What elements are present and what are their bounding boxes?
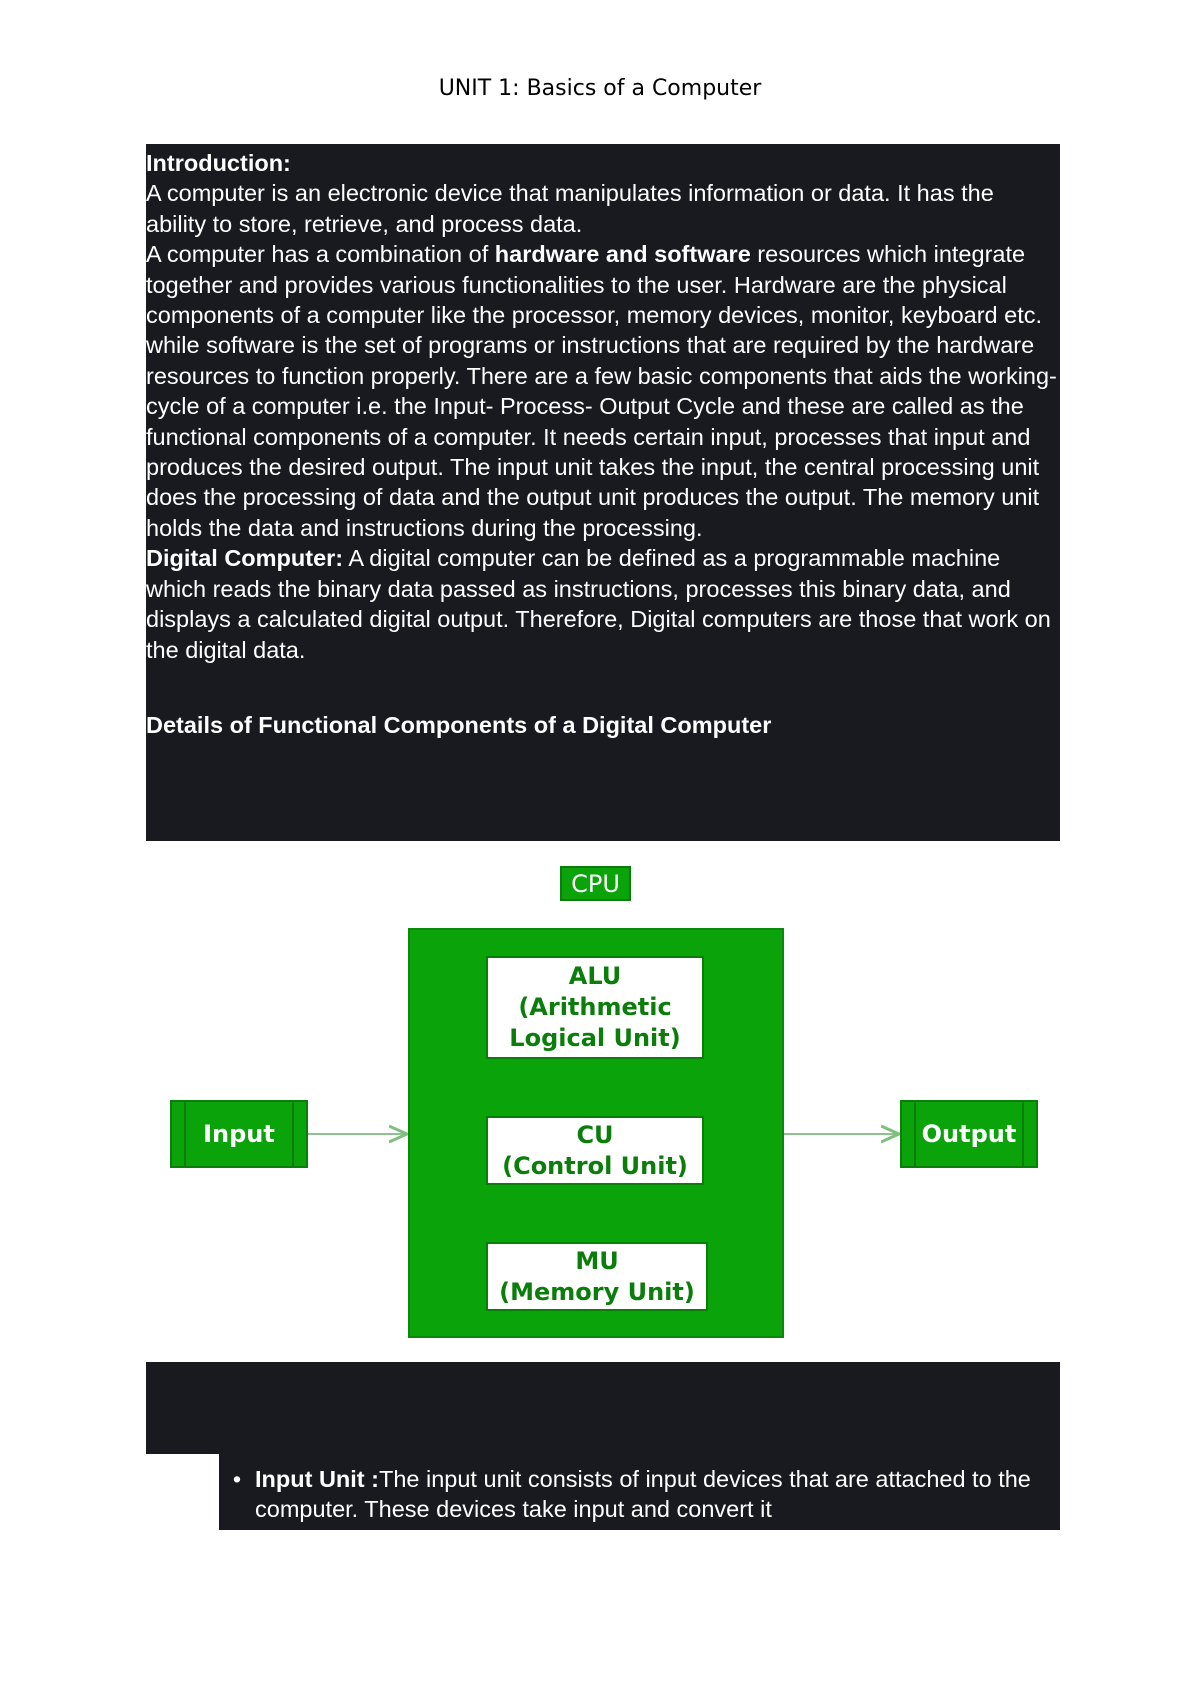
mu-subtitle: (Memory Unit) bbox=[499, 1277, 695, 1306]
output-label: Output bbox=[921, 1120, 1017, 1148]
spacer bbox=[146, 665, 1060, 710]
mu-box bbox=[486, 1242, 708, 1311]
intro-p2-rest: resources which integrate together and provides various functionalities to the user. Hardware are the physical components of a computer like the processor, memory devices, monitor, keyboard etc. while software is the set of programs or instructions that are required by the hardware resources to function properly. There are a few basic components that aids the working-cycle of a computer i.e. the Input- Process- Output Cycle and these are called as the functional components of a computer. It needs certain input, processes that input and produces the desired output. The input unit takes the input, the central processing unit does the processing of data and the output unit produces the output. The memory unit holds the data and instructions during the processing. bbox=[146, 241, 1057, 541]
input-unit-text: The input unit consists of input devices that are attached to the computer. These devices take input and convert it bbox=[255, 1466, 1031, 1523]
cu-title: CU bbox=[576, 1120, 614, 1149]
alu-box bbox=[486, 956, 704, 1059]
cu-subtitle: (Control Unit) bbox=[502, 1151, 688, 1180]
bullet-icon: • bbox=[232, 1466, 242, 1492]
input-unit-label: Input Unit : bbox=[255, 1466, 379, 1492]
input-box bbox=[170, 1100, 308, 1168]
intro-heading: Introduction: bbox=[146, 150, 291, 176]
output-box bbox=[900, 1100, 1038, 1168]
intro-p2-start: A computer has a combination of bbox=[146, 241, 495, 268]
digital-computer-text: A digital computer can be defined as a programmable machine which reads the binary data passed as instructions, processes this binary data, and displays a calculated digital output. Therefore, Digital computers are those that work on the digital data. bbox=[146, 545, 1051, 663]
alu-subtitle-1: (Arithmetic bbox=[518, 993, 672, 1021]
bottom-dark-block bbox=[146, 1362, 1060, 1454]
intro-section bbox=[146, 144, 1060, 841]
mu-title: MU bbox=[575, 1246, 619, 1275]
digital-computer-paragraph bbox=[146, 543, 1060, 665]
input-label: Input bbox=[203, 1120, 275, 1148]
list-item-input-unit bbox=[255, 1464, 1056, 1525]
hardware-software-bold: hardware and software bbox=[494, 241, 751, 268]
intro-paragraph-2 bbox=[146, 239, 1060, 543]
alu-title: ALU bbox=[568, 962, 622, 990]
list-section bbox=[219, 1452, 1060, 1530]
details-heading: Details of Functional Components of a Digital Computer bbox=[146, 711, 772, 738]
cpu-label: CPU bbox=[560, 866, 631, 901]
page-title: UNIT 1: Basics of a Computer bbox=[438, 76, 762, 101]
alu-subtitle-2: Logical Unit) bbox=[509, 1024, 681, 1052]
intro-paragraph-1: A computer is an electronic device that manipulates information or data. It has the ability to store, retrieve, and process data. bbox=[146, 180, 994, 237]
cu-box bbox=[486, 1116, 704, 1185]
digital-computer-label: Digital Computer: bbox=[146, 545, 344, 572]
